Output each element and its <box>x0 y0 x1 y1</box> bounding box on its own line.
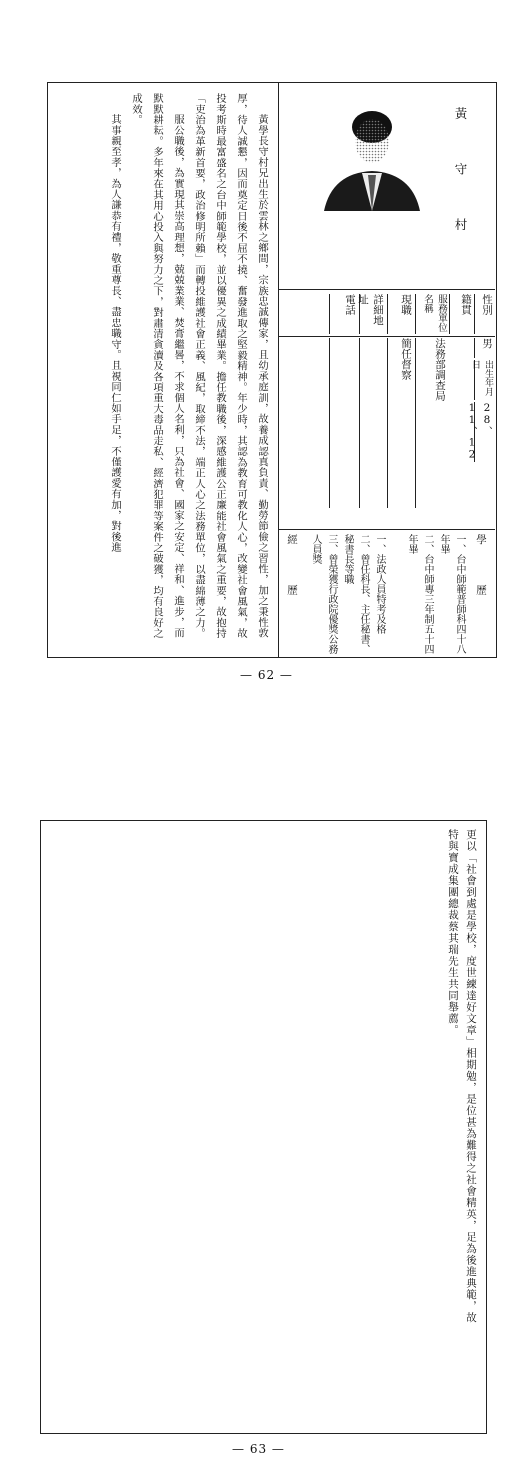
biography-text <box>56 93 272 648</box>
education-item-1: 一、台中師範普師科四十八年畢 <box>438 534 465 654</box>
birth-label: 出生年月日 <box>474 360 495 400</box>
profile-page-62 <box>47 82 497 658</box>
unit-value: 法務部調查局 <box>415 338 448 508</box>
experience-item-1: 一、法政人員特考及格 <box>374 534 385 634</box>
experience-label: 經歷 <box>286 534 298 635</box>
unit-label: 服務單位名稱 <box>415 294 448 334</box>
education-label: 學歷 <box>475 534 487 635</box>
education-item-2: 二、台中師專三年制五十四年畢 <box>406 534 433 654</box>
position-value: 簡任督察 <box>387 338 414 508</box>
address-value <box>359 338 386 508</box>
profile-page-63 <box>40 820 487 1434</box>
name-box <box>431 93 491 283</box>
continued-text <box>444 829 480 1419</box>
phone-label: 電話 <box>329 294 358 334</box>
bio-paragraph-2: 服公職後，為實現其崇高理想，兢兢業業、焚膏繼晷，不求個人名利，只為社會、國家之安定、祥和、進步，而默默耕耘。多年來在其用心投入與努力之下，對肅清貪瀆及各項重大毒品走私、經濟犯罪等案件之破獲，均有良好之成效。 <box>130 93 184 639</box>
position-label: 現職 <box>387 294 414 334</box>
gender-value: 男 <box>474 338 495 358</box>
experience-item-3: 三、曾榮獲行政院優獎公務人員獎 <box>310 534 337 654</box>
bio-paragraph-3: 其事親至孝，為人謙恭有禮，敬重尊長、盡忠職守。且視同仁如手足，不僅護愛有加，對後進 <box>109 113 121 553</box>
education-list <box>403 534 467 654</box>
native-label: 籍貫 <box>449 294 474 334</box>
bio-paragraph-1: 黃學長守村兄出生於雲林之鄉間，宗族忠誠傳家，且幼承庭訓，故養成認真負責、勤勞節儉之習性，加之秉性敦厚，待人誠懇，因而奠定日後不屈不撓、奮發進取之堅毅精神。年少時，其認為教育可教化人心，改變社會風氣，故投考斯時最富盛名之台中師範學校，並以優異之成績畢業。擔任教職後，深感維護公正廉能社會風氣之重要，故抱持「吏治為革新首要，政治修明所賴」而轉投維護社會正義、風紀，取締不法，端正人心之法務單位，以盡綿薄之力。 <box>193 93 268 639</box>
person-name: 黃 守 村 <box>453 107 468 245</box>
page-number-62: — 62 — <box>240 668 293 682</box>
continued-paragraph-1: 更以「社會到處是學校，度世練達好文章」相期勉，是位甚為難得之社會精英，足為後進典範，故 <box>465 829 477 1324</box>
address-label: 詳細地址 <box>359 294 386 334</box>
experience-list <box>307 534 387 654</box>
portrait-photo <box>314 93 430 211</box>
education-experience <box>279 529 495 657</box>
info-table <box>279 289 495 530</box>
experience-item-2: 二、曾任科長、主任秘書、秘書長等職 <box>342 534 369 654</box>
phone-value <box>329 338 358 508</box>
continued-paragraph-2: 特與寶成集團總裁蔡其瑞先生共同舉薦。 <box>447 829 459 1036</box>
gender-label: 性別 <box>474 294 495 334</box>
birth-value: 28、11、12 <box>466 402 493 461</box>
page-number-63: — 63 — <box>232 1442 285 1456</box>
table-header-divider <box>279 336 495 337</box>
